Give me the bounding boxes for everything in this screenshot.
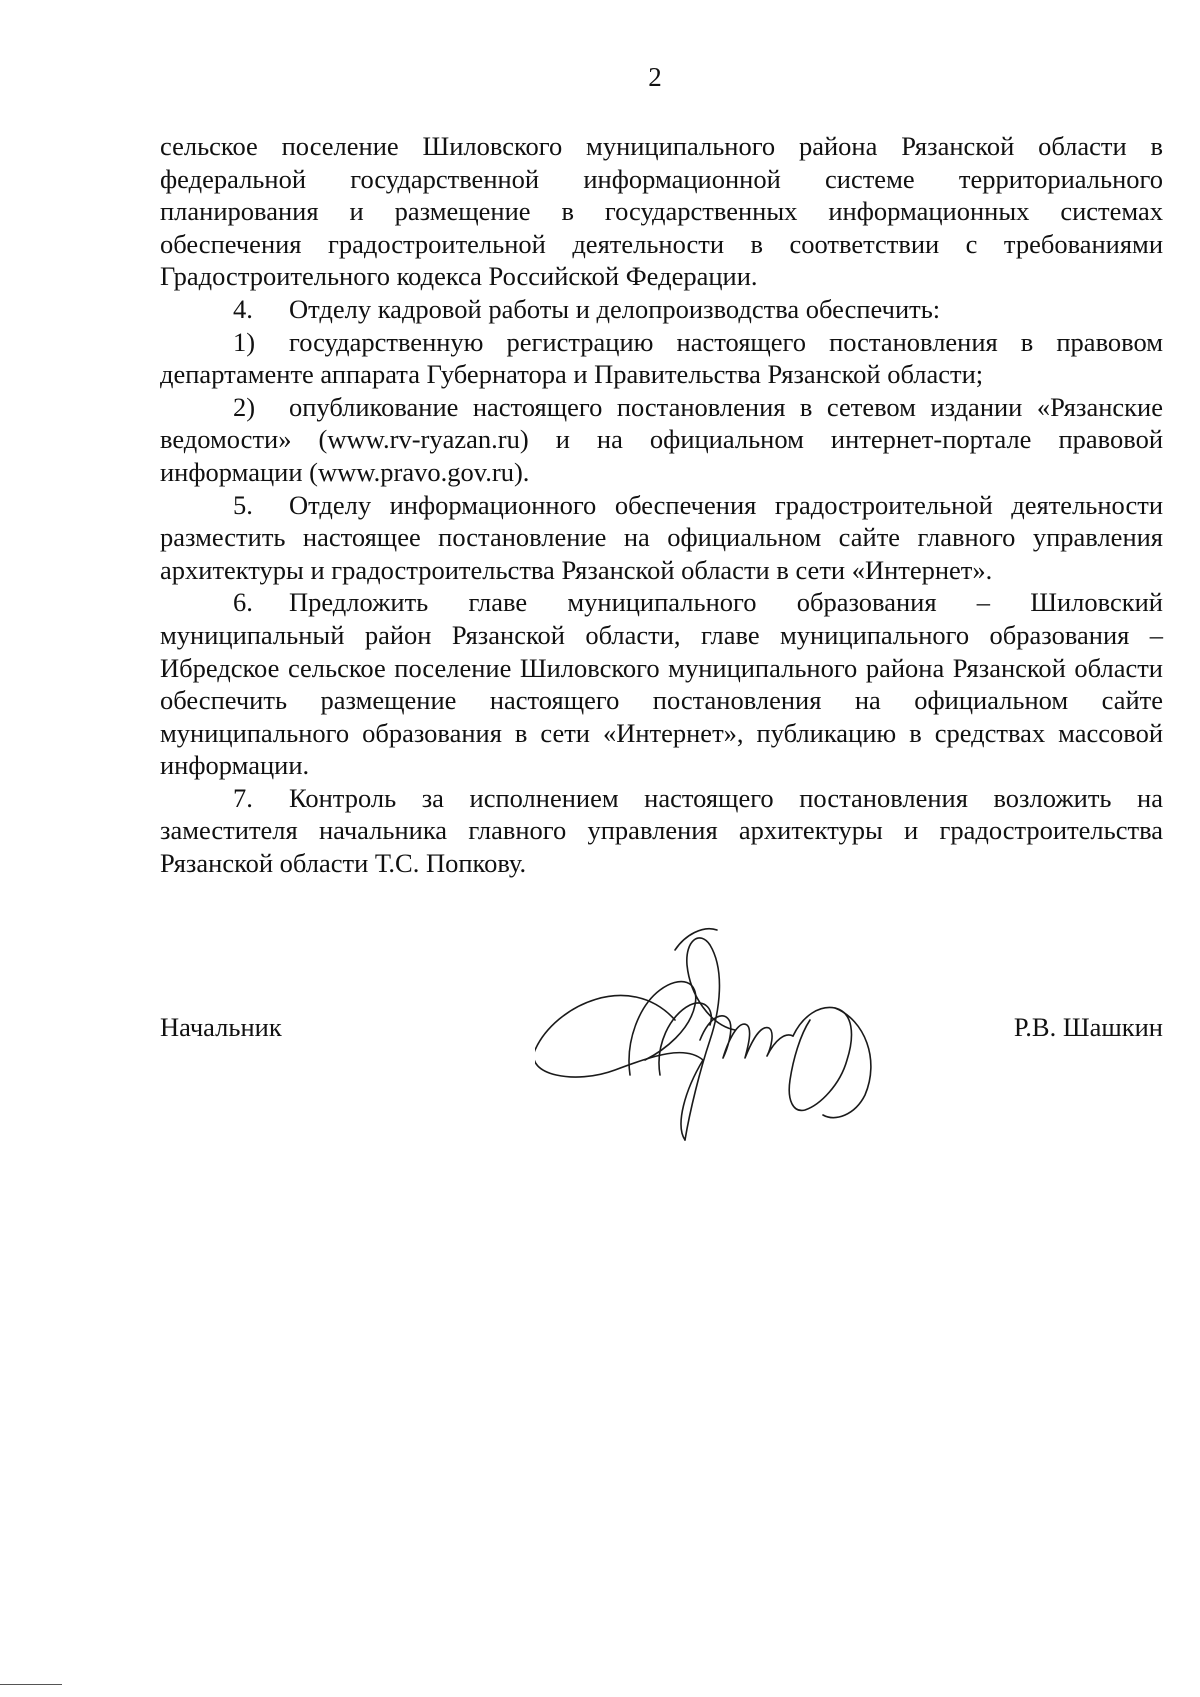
item-number: 6. <box>233 587 253 618</box>
item-number: 2) <box>233 391 256 422</box>
paragraph-item-7 <box>160 782 1163 880</box>
scan-edge-line <box>0 1684 62 1685</box>
page-number: 2 <box>648 62 662 92</box>
paragraph-text: Отделу кадровой работы и делопроизводства обеспечить: <box>289 293 941 324</box>
paragraph-text: Предложить главе муниципального образования – Шиловский муниципальный район Рязанской области, главе муниципального образования – Ибредское сельское поселение Шиловского муниципального района Рязанской области обеспечить размещение настоящего постановления на официальном сайте муниципального образования в сети «Интернет», публикацию в средствах массовой информации. <box>160 587 1163 781</box>
paragraph-text: Отделу информационного обеспечения градостроительной деятельности разместить настоящее постановление на официальном сайте главного управления архитектуры и градостроительства Рязанской области в сети «Интернет». <box>160 489 1163 585</box>
paragraph-item-6 <box>160 586 1163 782</box>
signatory-title: Начальник <box>160 1012 282 1042</box>
item-number: 1) <box>233 326 256 357</box>
paragraph-text: Контроль за исполнением настоящего постановления возложить на заместителя начальника главного управления архитектуры и градостроительства Рязанской области Т.С. Попкову. <box>160 782 1163 879</box>
paragraph-text: государственную регистрацию настоящего постановления в правовом департаменте аппарата Губернатора и Правительства Рязанской области; <box>160 326 1163 390</box>
document-body <box>160 130 1163 880</box>
item-number: 4. <box>233 293 253 324</box>
paragraph-item-5 <box>160 489 1163 587</box>
paragraph-text: опубликование настоящего постановления в сетевом издании «Рязанские ведомости» (www.rv-ryazan.ru) и на официальном интернет-портале правовой информации (www.pravo.gov.ru). <box>160 391 1163 487</box>
handwritten-signature <box>535 910 875 1145</box>
paragraph-subitem-1 <box>160 326 1163 391</box>
signatory-name: Р.В. Шашкин <box>1013 1012 1163 1042</box>
item-number: 5. <box>233 489 253 520</box>
paragraph-continuation <box>160 130 1163 293</box>
paragraph-subitem-2 <box>160 391 1163 489</box>
paragraph-text: сельское поселение Шиловского муниципального района Рязанской области в федеральной государственной информационной системе территориального планирования и размещение в государственных информационных системах обеспечения градостроительной деятельности в соответствии с требованиями Градостроительного кодекса Российской Федерации. <box>160 131 1163 292</box>
item-number: 7. <box>233 782 253 813</box>
paragraph-item-4 <box>160 293 1163 326</box>
